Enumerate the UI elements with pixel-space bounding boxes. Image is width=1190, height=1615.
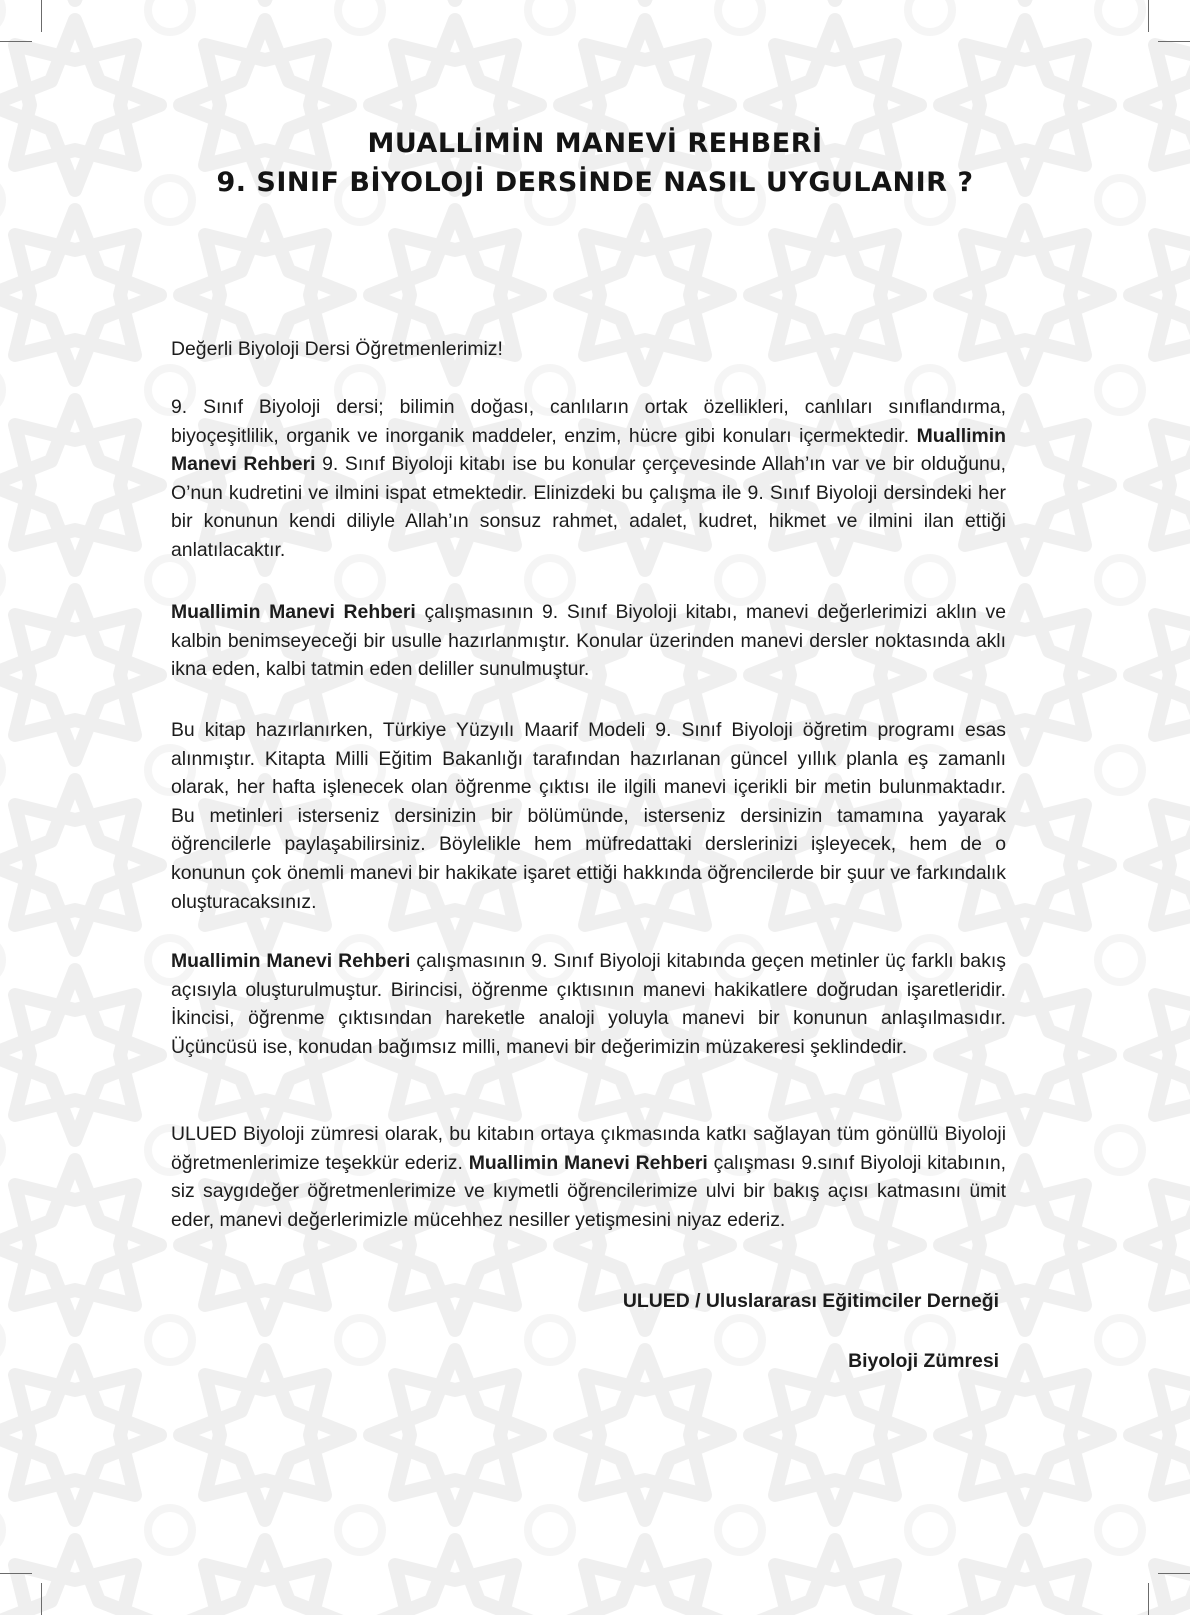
paragraph-text: çalışmasının 9. Sınıf Biyoloji kitabı, manevi değerlerimizi aklın ve kalbin benimseyeceği bir usulle hazırlanmıştır. Konular üzerinden manevi dersler noktasında aklı ikna eden, kalbi tatmin eden deliller sunulmuştur. [171, 601, 1006, 681]
paragraph-approach [171, 598, 1006, 684]
book-title-bold: Muallimin Manevi Rehberi [171, 424, 1006, 476]
paragraph-perspectives [171, 947, 1006, 1061]
paragraph-intro [171, 393, 1006, 565]
paragraph-thanks [171, 1120, 1006, 1234]
book-title-bold: Muallimin Manevi Rehberi [171, 601, 416, 623]
signature-department: Biyoloji Zümresi [848, 1350, 999, 1372]
page-title-line-1: MUALLİMİN MANEVİ REHBERİ [367, 128, 823, 159]
page-title-line-2: 9. SINIF BİYOLOJİ DERSİNDE NASIL UYGULANIR ? [216, 167, 974, 198]
paragraph-text: 9. Sınıf Biyoloji dersi; bilimin doğası, canlıların ortak özellikleri, canlıları sınıflandırma, biyoçeşitlilik, organik ve inorganik maddeler, enzim, hücre gibi konuları içermektedir. [171, 396, 1006, 447]
paragraph-text: 9. Sınıf Biyoloji kitabı ise bu konular çerçevesinde Allah’ın var ve bir olduğunu, O’nun kudretini ve ilmini ispat etmektedir. Elinizdeki bu çalışma ile 9. Sınıf Biyoloji dersindeki her bir konunun kendi diliyle Allah’ın sonsuz rahmet, adalet, kudret, hikmet ve ilmini ilan ettiği anlatılacaktır. [171, 453, 1006, 561]
paragraph-curriculum: Bu kitap hazırlanırken, Türkiye Yüzyılı Maarif Modeli 9. Sınıf Biyoloji öğretim programı esas alınmıştır. Kitapta Milli Eğitim Bakanlığı tarafından hazırlanan güncel yıllık planla eş zamanlı olarak, her hafta işlenecek olan öğrenme çıktısı ile ilgili manevi içerikli bir metin bulunmaktadır. Bu metinleri isterseniz dersinizin bir bölümünde, isterseniz dersinizin tamamına yayarak öğrencilerle paylaşabilirsiniz. Böylelikle hem müfredattaki derslerinizi işleyecek, hem de o konunun çok önemli manevi bir hakikate işaret ettiği hakkında öğrencilerde bir şuur ve farkındalık oluşturacaksınız. [171, 719, 1006, 913]
book-title-bold: Muallimin Manevi Rehberi [171, 950, 411, 972]
signature-organization: ULUED / Uluslararası Eğitimciler Derneği [622, 1290, 999, 1312]
book-title-bold: Muallimin Manevi Rehberi [468, 1151, 708, 1174]
greeting: Değerli Biyoloji Dersi Öğretmenlerimiz! [171, 338, 503, 360]
paragraph-text: ULUED Biyoloji zümresi olarak, bu kitabın ortaya çıkmasında katkı sağlayan tüm gönüllü Biyoloji öğretmenlerimize teşekkür ederiz. [171, 1123, 1006, 1174]
paragraph-text: çalışmasının 9. Sınıf Biyoloji kitabında geçen metinler üç farklı bakış açısıyla oluşturulmuştur. Birincisi, öğrenme çıktısının manevi hakikatlere doğrudan işaretleridir. İkincisi, öğrenme çıktısından hareketle analoji yoluyla manevi bir konunun anlaşılmasıdır. Üçüncüsü ise, konudan bağımsız milli, manevi bir değerimizin müzakeresi şeklindedir. [171, 950, 1006, 1058]
paragraph-text: çalışması 9.sınıf Biyoloji kitabının, siz saygıdeğer öğretmenlerimize ve kıymetli öğrencilerimize ulvi bir bakış açısı katmasını ümit eder, manevi değerlerimizle mücehhez nesiller yetişmesini niyaz ederiz. [171, 1151, 1007, 1231]
